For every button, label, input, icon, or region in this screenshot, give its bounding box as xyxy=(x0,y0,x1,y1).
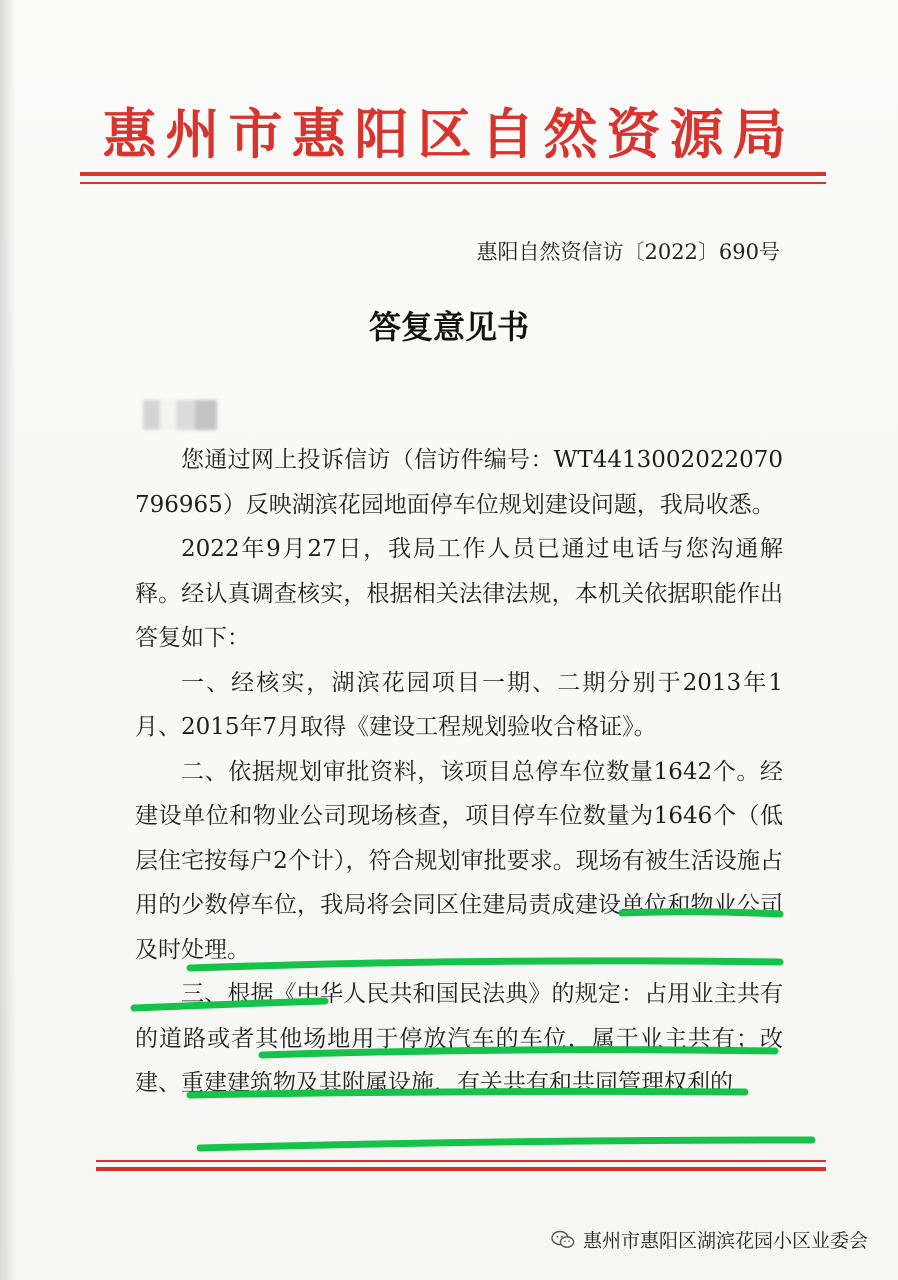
footer-rule-thin xyxy=(96,1160,826,1162)
wechat-icon xyxy=(551,1230,575,1250)
wechat-account-watermark xyxy=(551,1226,868,1253)
paragraph: 一、经核实，湖滨花园项目一期、二期分别于2013年1月、2015年7月取得《建设工程规划验收合格证》。 xyxy=(135,669,783,740)
footer-rule-thick xyxy=(96,1167,826,1171)
paragraph: 2022年9月27日，我局工作人员已通过电话与您沟通解释。经认真调查核实，根据相关法律法规，本机关依据职能作出答复如下： xyxy=(135,536,783,651)
paragraph: 二、依据规划审批资料，该项目总停车位数量1642个。经建设单位和物业公司现场核查，项目停车位数量为1646个（低层住宅按每户2个计），符合规划审批要求。现场有被生活设施占用的少数停车位，我局将会同区住建局责成建设单位和物业公司及时处理。 xyxy=(135,758,783,963)
paragraph: 三、根据《中华人民共和国民法典》的规定：占用业主共有的道路或者其他场地用于停放汽车的车位，属于业主共有；改建、重建建筑物及其附属设施，有关共有和共同管理权利的 xyxy=(135,981,783,1096)
document-number: 惠阳自然资信访〔2022〕690号 xyxy=(476,240,780,264)
letterhead-rule-thick xyxy=(80,172,826,176)
page-edge-shadow xyxy=(0,0,16,1280)
letterhead: 惠州市惠阳区自然资源局 xyxy=(102,102,796,166)
letterhead-rule-thin xyxy=(80,182,826,184)
redacted-recipient xyxy=(143,400,217,430)
document-title: 答复意见书 xyxy=(368,308,529,346)
highlight-stroke xyxy=(200,1140,812,1148)
document-body xyxy=(135,438,783,1106)
wechat-account-name: 惠州市惠阳区湖滨花园小区业委会 xyxy=(582,1230,868,1252)
paragraph: 您通过网上投诉信访（信访件编号：WT4413002022070796965）反映湖滨花园地面停车位规划建设问题，我局收悉。 xyxy=(135,447,783,518)
